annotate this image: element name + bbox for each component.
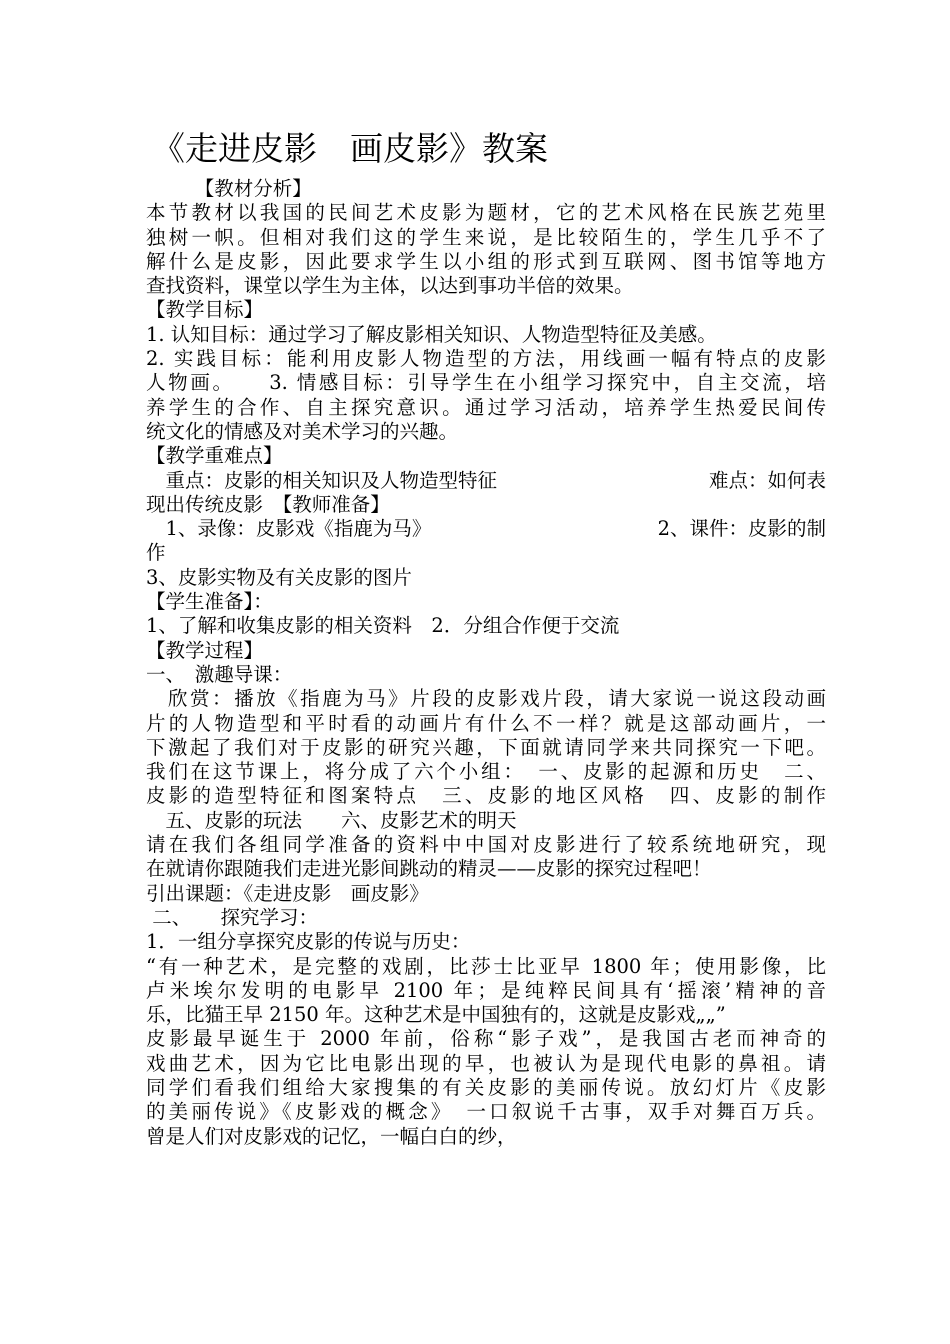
paragraph-line: 现出传统皮影 【教师准备】 xyxy=(146,492,390,516)
paragraph-line: 养学生的合作、自主探究意识。通过学习活动，培养学生热爱民间传 xyxy=(146,395,826,419)
paragraph-line: 皮影的造型特征和图案特点 三、皮影的地区风格 四、皮影的制作 xyxy=(146,784,826,808)
paragraph-line: 查找资料，课堂以学生为主体，以达到事功半倍的效果。 xyxy=(146,274,634,298)
paragraph-line: 的美丽传说》《皮影戏的概念》 一口叙说千古事，双手对舞百万兵。 xyxy=(146,1100,826,1124)
paragraph-line: 在就请你跟随我们走进光影间跳动的精灵——皮影的探究过程吧！ xyxy=(146,857,712,881)
paragraph-line: 2. 实践目标：能利用皮影人物造型的方法，用线画一幅有特点的皮影 xyxy=(146,347,826,371)
section-heading-goals: 【教学目标】 xyxy=(146,298,264,322)
paragraph-line: 五、皮影的玩法 六、皮影艺术的明天 xyxy=(146,808,517,832)
paragraph-line: “有一种艺术，是完整的戏剧，比莎士比亚早 1800 年；使用影像，比 xyxy=(146,954,826,978)
paragraph-line: 乐，比猫王早 2150 年。这种艺术是中国独有的，这就是皮影戏„„” xyxy=(146,1003,726,1027)
paragraph-line: 请在我们各组同学准备的资料中中国对皮影进行了较系统地研究，现 xyxy=(146,833,826,857)
paragraph-line: 曾是人们对皮影戏的记忆，一幅白白的纱， xyxy=(146,1124,517,1148)
difficulty-text: 难点：如何表 xyxy=(708,468,826,492)
paragraph-line: 引出课题：《走进皮影 画皮影》 xyxy=(146,881,429,905)
paragraph-line: 卢米埃尔发明的电影早 2100 年；是纯粹民间具有‘摇滚’精神的音 xyxy=(146,978,826,1002)
paragraph-line: 作 xyxy=(146,541,166,565)
paragraph-line: 人物画。 3. 情感目标：引导学生在小组学习探究中，自主交流，培 xyxy=(146,371,826,395)
paragraph-line: 解什么是皮影，因此要求学生以小组的形式到互联网、图书馆等地方 xyxy=(146,249,826,273)
section-heading-material: 【教材分析】 xyxy=(146,177,312,200)
paragraph-line: 同学们看我们组给大家搜集的有关皮影的美丽传说。放幻灯片《皮影 xyxy=(146,1075,826,1099)
document-body xyxy=(146,177,826,1149)
paragraph-line: 1. 认知目标：通过学习了解皮影相关知识、人物造型特征及美感。 xyxy=(146,322,717,346)
paragraph-line xyxy=(146,517,826,541)
paragraph-line: 欣赏：播放《指鹿为马》片段的皮影戏片段，请大家说一说这段动画 xyxy=(146,687,826,711)
section-heading-process: 【教学过程】 xyxy=(146,638,264,662)
document-title: 《走进皮影 画皮影》教案 xyxy=(152,129,548,168)
paragraph-line: 统文化的情感及对美术学习的兴趣。 xyxy=(146,419,459,443)
paragraph-line: 本节教材以我国的民间艺术皮影为题材，它的艺术风格在民族艺苑里 xyxy=(146,201,826,225)
paragraph-line: 我们在这节课上，将分成了六个小组： 一、皮影的起源和历史 二、 xyxy=(146,760,826,784)
prep-item-courseware: 2、课件：皮影的制 xyxy=(657,517,826,541)
paragraph-line: 戏曲艺术，因为它比电影出现的早，也被认为是现代电影的鼻祖。请 xyxy=(146,1051,826,1075)
section-heading-student-prep: 【学生准备】： xyxy=(146,590,273,614)
key-point-text: 重点：皮影的相关知识及人物造型特征 xyxy=(146,468,498,492)
paragraph-line: 1．一组分享探究皮影的传说与历史： xyxy=(146,930,471,954)
prep-item-video: 1、录像：皮影戏《指鹿为马》 xyxy=(146,517,432,541)
paragraph-line: 一、 激趣导课： xyxy=(146,662,293,686)
paragraph-line: 独树一帜。但相对我们这的学生来说，是比较陌生的，学生几乎不了 xyxy=(146,225,826,249)
paragraph-line: 片的人物造型和平时看的动画片有什么不一样？就是这部动画片，一 xyxy=(146,711,826,735)
paragraph-line: 二、 探究学习： xyxy=(146,905,318,929)
paragraph-line: 皮影最早诞生于 2000 年前，俗称“影子戏”，是我国古老而神奇的 xyxy=(146,1027,826,1051)
section-heading-keypoints: 【教学重难点】 xyxy=(146,444,283,468)
paragraph-line xyxy=(146,469,826,493)
paragraph-line: 3、皮影实物及有关皮影的图片 xyxy=(146,565,412,589)
paragraph-line: 下激起了我们对于皮影的研究兴趣，下面就请同学来共同探究一下吧。 xyxy=(146,735,826,759)
paragraph-line: 1、了解和收集皮影的相关资料 2．分组合作便于交流 xyxy=(146,614,620,638)
